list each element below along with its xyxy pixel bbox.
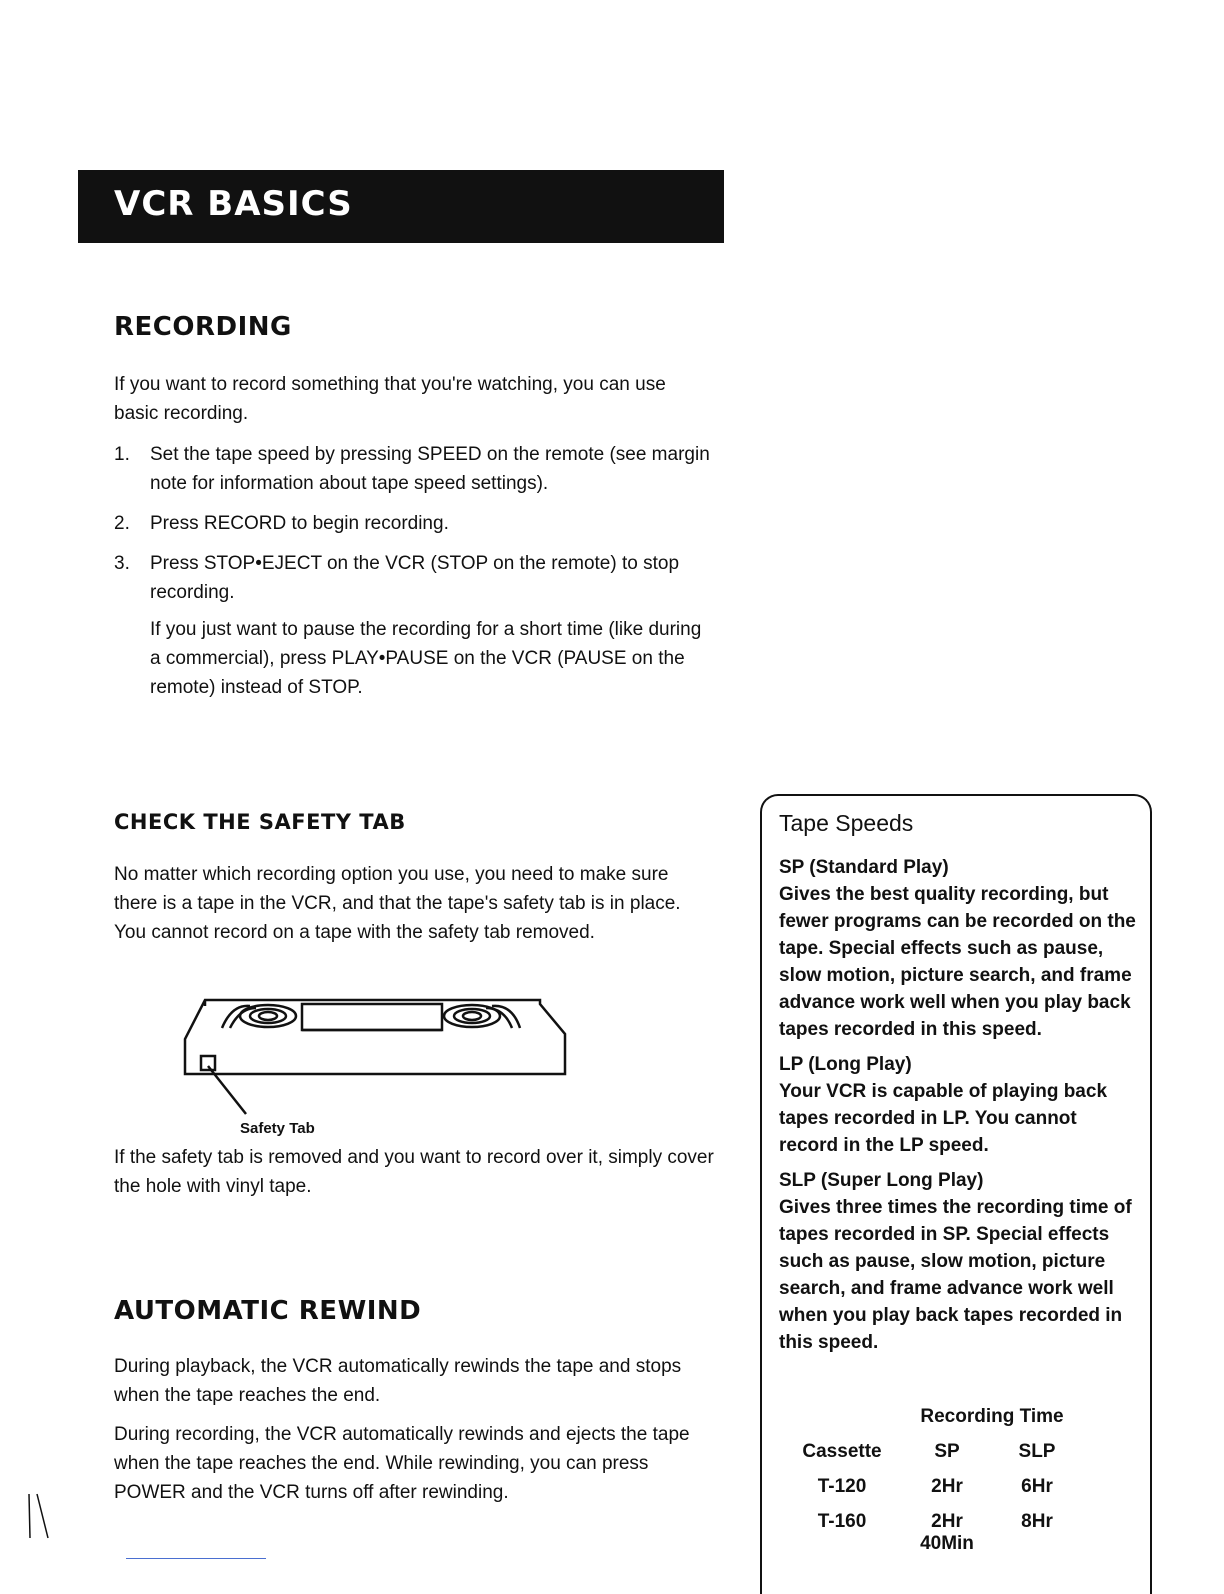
list-item	[114, 440, 714, 498]
list-item	[114, 509, 714, 538]
lp-text: Your VCR is capable of playing back tapes recorded in LP. You cannot record in the LP speed.	[779, 1081, 1108, 1156]
step-text: Press RECORD to begin recording.	[150, 513, 449, 534]
section-banner	[78, 170, 724, 243]
table-cell: T-120	[817, 1476, 867, 1497]
safety-section	[114, 810, 714, 947]
safety-caption-block	[114, 1120, 714, 1201]
slp-label: SLP (Super Long Play)	[779, 1170, 984, 1191]
recording-time-table	[782, 1406, 1082, 1555]
sp-label: SP (Standard Play)	[779, 857, 949, 878]
table-row	[782, 1406, 1082, 1441]
step-text: Press STOP•EJECT on the VCR (STOP on the remote) to stop recording.	[150, 553, 680, 603]
rewind-p1: During playback, the VCR automatically rewinds the tape and stops when the tape reaches the end.	[114, 1356, 682, 1406]
slp-block	[779, 1167, 1139, 1356]
sidebar-content	[779, 854, 1139, 1364]
footer-rule	[126, 1558, 266, 1559]
column-header: Cassette	[802, 1441, 882, 1462]
table-cell: T-160	[817, 1511, 867, 1532]
rewind-heading: AUTOMATIC REWIND	[114, 1296, 422, 1326]
list-item	[114, 549, 714, 607]
rewind-p2: During recording, the VCR automatically rewinds and ejects the tape when the tape reaches the end. While rewinding, you can press POWER and the VCR turns off after rewinding.	[114, 1424, 690, 1503]
recording-section	[114, 312, 714, 702]
margin-mark	[24, 1492, 54, 1542]
lp-label: LP (Long Play)	[779, 1054, 912, 1075]
step-text: Set the tape speed by pressing SPEED on the remote (see margin note for information about tape speed settings).	[150, 444, 710, 494]
column-header: SP	[934, 1441, 960, 1462]
table-row	[782, 1441, 1082, 1476]
column-header: SLP	[1018, 1441, 1056, 1462]
step-number: 3.	[114, 553, 130, 574]
safety-heading: CHECK THE SAFETY TAB	[114, 810, 406, 834]
safety-text: No matter which recording option you use, you need to make sure there is a tape in the VCR, and that the tape's safety tab is in place. You cannot record on a tape with the safety tab removed.	[114, 864, 681, 943]
safety-after-text: If the safety tab is removed and you want to record over it, simply cover the hole with vinyl tape.	[114, 1147, 714, 1197]
recording-intro: If you want to record something that you're watching, you can use basic recording.	[114, 374, 666, 424]
sp-text: Gives the best quality recording, but fewer programs can be recorded on the tape. Special effects such as pause, slow motion, picture search, and frame advance work well when you play back tapes recorded in this speed.	[779, 884, 1136, 1040]
recording-steps	[114, 440, 714, 607]
lp-block	[779, 1051, 1139, 1159]
recording-heading: RECORDING	[114, 312, 292, 342]
step-number: 2.	[114, 513, 130, 534]
pause-note: If you just want to pause the recording for a short time (like during a commercial), press PLAY•PAUSE on the VCR (PAUSE on the remote) instead of STOP.	[150, 619, 702, 698]
sp-block	[779, 854, 1139, 1043]
table-group-header: Recording Time	[920, 1406, 1064, 1427]
slp-text: Gives three times the recording time of tapes recorded in SP. Special effects such as pause, slow motion, picture search, and frame advance work well when you play back tapes recorded in this speed.	[779, 1197, 1132, 1353]
page-title: VCR BASICS	[114, 184, 353, 224]
table-cell: 6Hr	[1021, 1476, 1053, 1497]
rewind-section	[114, 1296, 714, 1507]
step-number: 1.	[114, 444, 130, 465]
table-cell: 2Hr	[931, 1476, 963, 1497]
sidebar-title: Tape Speeds	[779, 810, 914, 836]
tape-speeds-sidebar	[760, 794, 1152, 1594]
safety-tab-caption: Safety Tab	[240, 1120, 315, 1137]
table-row	[782, 1511, 1082, 1555]
table-cell: 8Hr	[1021, 1511, 1053, 1532]
table-cell: 2Hr 40Min	[920, 1511, 974, 1554]
table-row	[782, 1476, 1082, 1511]
